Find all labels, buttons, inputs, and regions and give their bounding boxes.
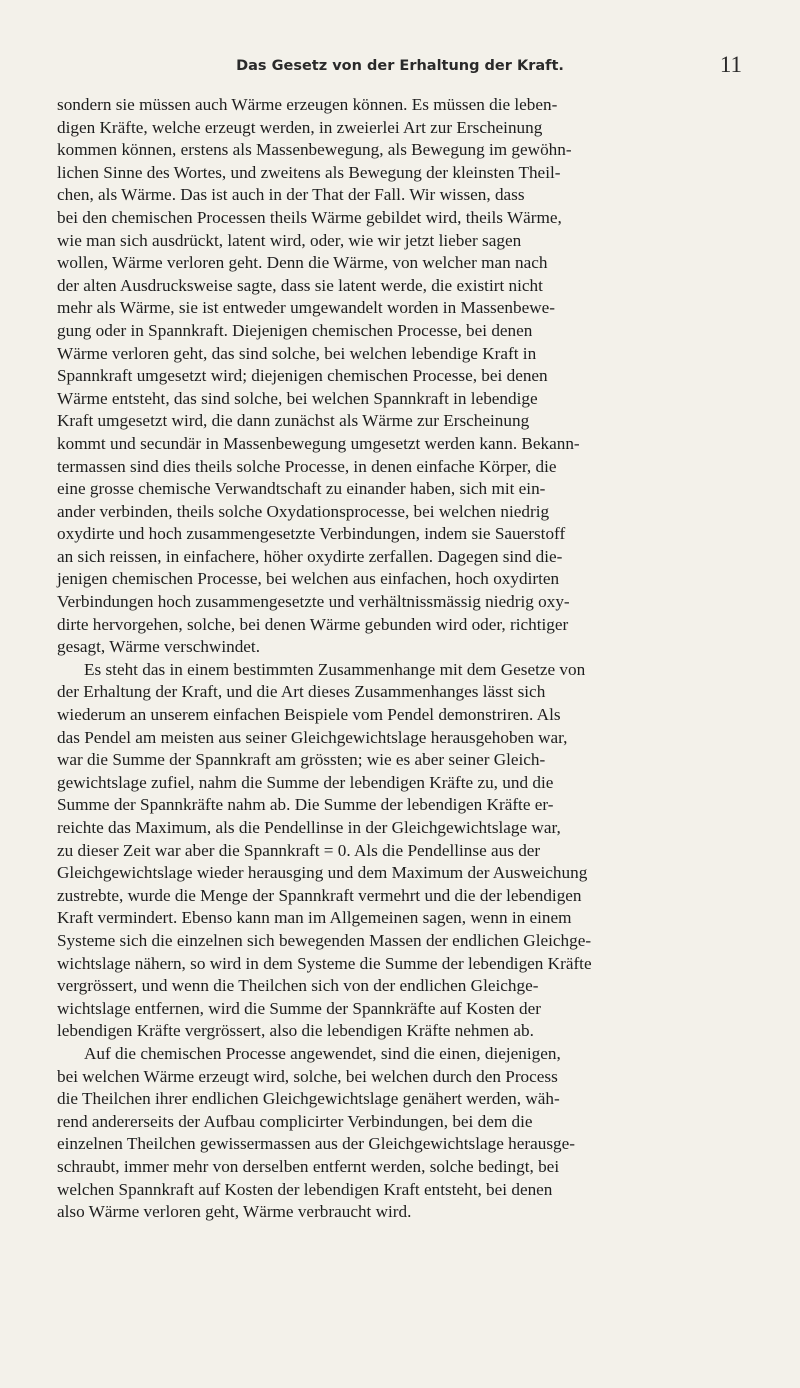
page-number: 11: [719, 52, 742, 77]
text-line: ander verbinden, theils solche Oxydationsprocesse, bei welchen niedrig: [57, 501, 550, 521]
text-line: Es steht das in einem bestimmten Zusammenhange mit dem Gesetze von: [84, 659, 586, 679]
text-line: kommt und secundär in Massenbewegung umgesetzt werden kann. Bekann-: [57, 433, 580, 453]
text-line: bei den chemischen Processen theils Wärme gebildet wird, theils Wärme,: [57, 207, 562, 227]
text-line: gesagt, Wärme verschwindet.: [57, 637, 260, 657]
text-line: zustrebte, wurde die Menge der Spannkraft vermehrt und die der lebendigen: [57, 885, 582, 905]
page-header: [0, 52, 800, 82]
text-line: also Wärme verloren geht, Wärme verbraucht wird.: [57, 1202, 412, 1222]
text-line: wiederum an unserem einfachen Beispiele vom Pendel demonstriren. Als: [57, 705, 561, 725]
text-line: gung oder in Spannkraft. Diejenigen chemischen Processe, bei denen: [57, 320, 533, 340]
text-line: welchen Spannkraft auf Kosten der lebendigen Kraft entsteht, bei denen: [57, 1179, 553, 1199]
text-line: sondern sie müssen auch Wärme erzeugen können. Es müssen die leben-: [57, 95, 558, 114]
text-line: Spannkraft umgesetzt wird; diejenigen chemischen Processe, bei denen: [57, 366, 548, 386]
text-line: wie man sich ausdrückt, latent wird, oder, wie wir jetzt lieber sagen: [57, 230, 522, 250]
text-line: Kraft umgesetzt wird, die dann zunächst als Wärme zur Erscheinung: [57, 411, 530, 431]
text-line: Verbindungen hoch zusammengesetzte und verhältnissmässig niedrig oxy-: [57, 592, 570, 612]
text-line: der Erhaltung der Kraft, und die Art dieses Zusammenhanges lässt sich: [57, 682, 546, 702]
text-line: reichte das Maximum, als die Pendellinse in der Gleichgewichtslage war,: [57, 818, 561, 837]
text-line: an sich reissen, in einfachere, höher oxydirte zerfallen. Dagegen sind die-: [57, 546, 563, 566]
text-line: wichtslage nähern, so wird in dem Systeme die Summe der lebendigen Kräfte: [57, 953, 592, 973]
text-line: wollen, Wärme verloren geht. Denn die Wärme, von welcher man nach: [57, 253, 548, 273]
text-line: vergrössert, und wenn die Theilchen sich von der endlichen Gleichge-: [57, 976, 539, 996]
text-line: dirte hervorgehen, solche, bei denen Wärme gebunden wird oder, richtiger: [57, 614, 569, 634]
text-line: Summe der Spannkräfte nahm ab. Die Summe der lebendigen Kräfte er-: [57, 795, 554, 815]
text-line: chen, als Wärme. Das ist auch in der That der Fall. Wir wissen, dass: [57, 185, 525, 205]
text-line: Kraft vermindert. Ebenso kann man im Allgemeinen sagen, wenn in einem: [57, 908, 572, 928]
text-line: die Theilchen ihrer endlichen Gleichgewichtslage genähert werden, wäh-: [57, 1089, 560, 1109]
body-text: [57, 94, 757, 1224]
text-line: einzelnen Theilchen gewissermassen aus der Gleichgewichtslage herausge-: [57, 1134, 575, 1154]
text-line: Wärme verloren geht, das sind solche, bei welchen lebendige Kraft in: [57, 343, 537, 363]
text-line: jenigen chemischen Processe, bei welchen aus einfachen, hoch oxydirten: [57, 569, 560, 589]
text-line: gewichtslage zufiel, nahm die Summe der lebendigen Kräfte zu, und die: [57, 772, 554, 792]
text-line: eine grosse chemische Verwandtschaft zu einander haben, sich mit ein-: [57, 479, 546, 499]
text-line: mehr als Wärme, sie ist entweder umgewandelt worden in Massenbewe-: [57, 298, 555, 318]
paragraph: [57, 94, 757, 659]
text-line: Auf die chemischen Processe angewendet, sind die einen, diejenigen,: [84, 1043, 561, 1063]
text-line: wichtslage entfernen, wird die Summe der Spannkräfte auf Kosten der: [57, 998, 541, 1018]
text-line: zu dieser Zeit war aber die Spannkraft = 0. Als die Pendellinse aus der: [57, 840, 541, 860]
text-line: das Pendel am meisten aus seiner Gleichgewichtslage herausgehoben war,: [57, 727, 568, 747]
text-line: lichen Sinne des Wortes, und zweitens als Bewegung der kleinsten Theil-: [57, 162, 561, 182]
text-line: der alten Ausdrucksweise sagte, dass sie latent werde, die existirt nicht: [57, 275, 543, 295]
running-title: Das Gesetz von der Erhaltung der Kraft.: [236, 58, 564, 74]
text-line: rend andererseits der Aufbau complicirter Verbindungen, bei dem die: [57, 1111, 533, 1131]
text-line: termassen sind dies theils solche Processe, in denen einfache Körper, die: [57, 456, 557, 476]
text-line: war die Summe der Spannkraft am grössten; wie es aber seiner Gleich-: [57, 750, 546, 770]
paragraph: [57, 1043, 757, 1224]
text-line: Gleichgewichtslage wieder herausging und dem Maximum der Ausweichung: [57, 863, 588, 883]
text-line: kommen können, erstens als Massenbewegung, als Bewegung im gewöhn-: [57, 140, 572, 160]
text-line: Systeme sich die einzelnen sich bewegenden Massen der endlichen Gleichge-: [57, 930, 592, 950]
text-line: oxydirte und hoch zusammengesetzte Verbindungen, indem sie Sauerstoff: [57, 524, 566, 544]
text-line: digen Kräfte, welche erzeugt werden, in zweierlei Art zur Erscheinung: [57, 117, 543, 137]
text-line: lebendigen Kräfte vergrössert, also die lebendigen Kräfte nehmen ab.: [57, 1021, 534, 1041]
text-line: bei welchen Wärme erzeugt wird, solche, bei welchen durch den Process: [57, 1066, 558, 1086]
text-line: schraubt, immer mehr von derselben entfernt werden, solche bedingt, bei: [57, 1156, 560, 1176]
text-line: Wärme entsteht, das sind solche, bei welchen Spannkraft in lebendige: [57, 388, 538, 408]
paragraph: [57, 659, 757, 1043]
